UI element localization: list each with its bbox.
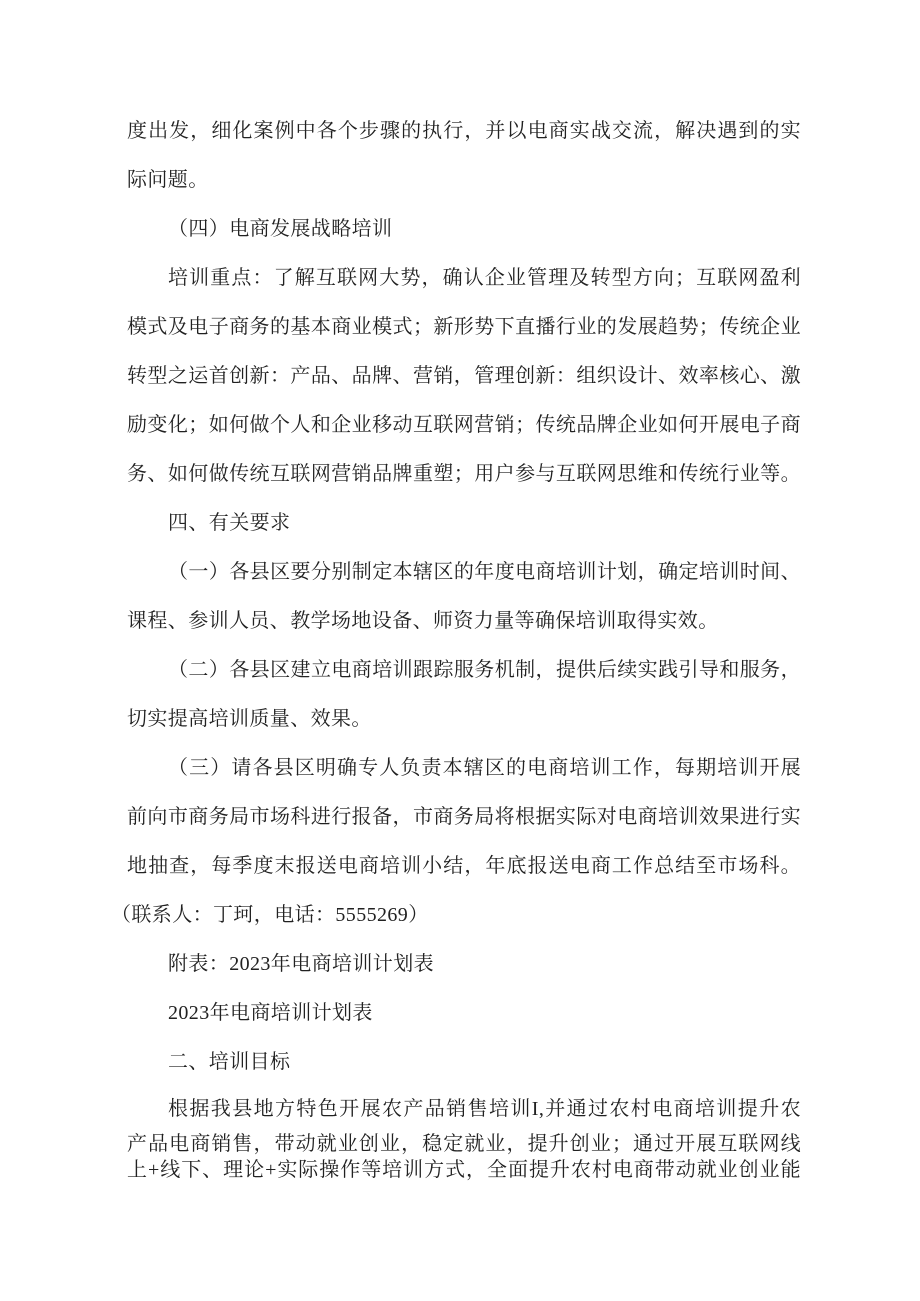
document-body <box>111 107 801 1183</box>
text-line: 四、有关要求 <box>168 512 291 534</box>
text-line: 励变化；如何做个人和企业移动互联网营销；传统品牌企业如何开展电子商 <box>127 414 801 436</box>
text-line: 附表：2023年电商培训计划表 <box>168 953 434 975</box>
text-line: （一）各县区要分别制定本辖区的年度电商培训计划，确定培训时间、 <box>168 561 801 583</box>
text-line: 根据我县地方特色开展农产品销售培训I,并通过农村电商培训提升农 <box>168 1098 801 1120</box>
text-line: （四）电商发展战略培训 <box>168 218 393 240</box>
text-line: 际问题。 <box>127 169 209 191</box>
text-line: 地抽查，每季度末报送电商培训小结，年底报送电商工作总结至市场科。 <box>127 855 801 877</box>
text-line: 产品电商销售，带动就业创业，稳定就业，提升创业；通过开展互联网线 <box>127 1133 801 1155</box>
text-line: 培训重点：了解互联网大势，确认企业管理及转型方向；互联网盈利 <box>168 267 801 289</box>
text-line: （联系人：丁珂，电话：5555269） <box>111 904 429 926</box>
text-line: （二）各县区建立电商培训跟踪服务机制，提供后续实践引导和服务， <box>168 659 801 681</box>
text-line: 2023年电商培训计划表 <box>168 1002 373 1024</box>
text-line: 度出发，细化案例中各个步骤的执行，并以电商实战交流，解决遇到的实 <box>127 120 801 142</box>
text-line: 前向市商务局市场科进行报备，市商务局将根据实际对电商培训效果进行实 <box>127 806 801 828</box>
text-line: 转型之运首创新：产品、品牌、营销，管理创新：组织设计、效率核心、激 <box>127 365 801 387</box>
text-line: 切实提高培训质量、效果。 <box>127 708 372 730</box>
text-line: 模式及电子商务的基本商业模式；新形势下直播行业的发展趋势；传统企业 <box>127 316 801 338</box>
text-line: 上+线下、理论+实际操作等培训方式，全面提升农村电商带动就业创业能 <box>127 1159 801 1181</box>
text-line: 务、如何做传统互联网营销品牌重塑；用户参与互联网思维和传统行业等。 <box>127 463 801 485</box>
text-line: 课程、参训人员、教学场地设备、师资力量等确保培训取得实效。 <box>127 610 719 632</box>
text-line: （三）请各县区明确专人负责本辖区的电商培训工作，每期培训开展 <box>168 757 801 779</box>
text-line: 二、培训目标 <box>168 1051 291 1073</box>
